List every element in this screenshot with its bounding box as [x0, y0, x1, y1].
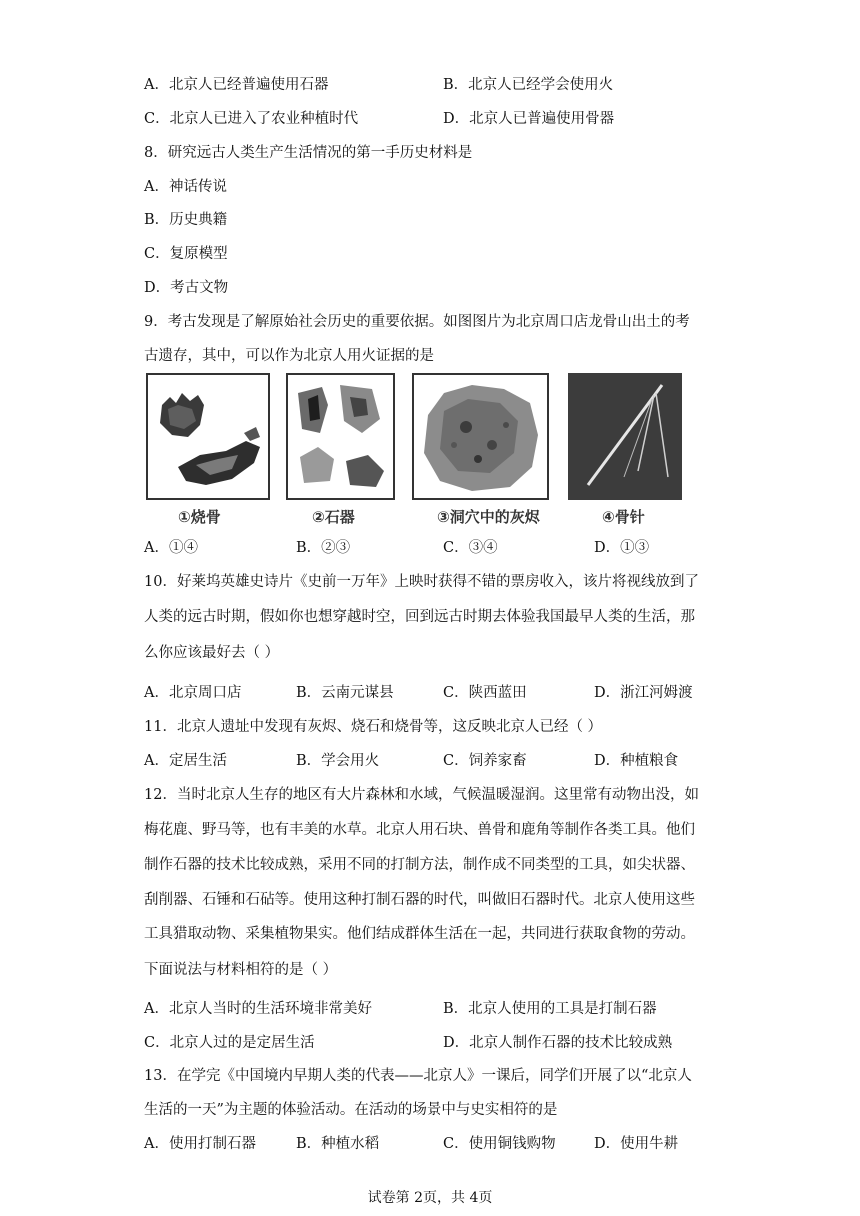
q9-stem-line1: 9．考古发现是了解原始社会历史的重要依据。如图图片为北京周口店龙骨山出土的考: [144, 314, 690, 330]
q8-option-a: A．神话传说: [144, 179, 227, 195]
q11-option-b: B．学会用火: [296, 753, 380, 769]
q12-stem-line1: 12．当时北京人生存的地区有大片森林和水域，气候温暖湿润。这里常有动物出没，如: [144, 787, 699, 803]
q9-option-b: B．②③: [296, 540, 351, 556]
caption-stone-tools: ②石器: [312, 508, 355, 526]
burnt-bone-photo: [146, 373, 270, 500]
q11-option-a: A．定居生活: [144, 753, 227, 769]
page-footer: 试卷第 2页，共 4页: [367, 1190, 493, 1206]
q12-stem-line5: 工具猎取动物、采集植物果实。他们结成群体生活在一起，共同进行获取食物的劳动。: [144, 926, 695, 942]
q11-option-d: D．种植粮食: [594, 753, 679, 769]
q10-option-c: C．陕西蓝田: [443, 685, 527, 701]
q13-option-c: C．使用铜钱购物: [443, 1136, 556, 1152]
q10-option-a: A．北京周口店: [144, 685, 242, 701]
q10-stem-line2: 人类的远古时期，假如你也想穿越时空，回到远古时期去体验我国最早人类的生活，那: [144, 609, 695, 625]
q12-option-a: A．北京人当时的生活环境非常美好: [144, 1001, 372, 1017]
q13-option-b: B．种植水稻: [296, 1136, 380, 1152]
q12-stem-line2: 梅花鹿、野马等，也有丰美的水草。北京人用石块、兽骨和鹿角等制作各类工具。他们: [144, 822, 695, 838]
q9-option-d: D．①③: [594, 540, 650, 556]
q12-option-c: C．北京人过的是定居生活: [144, 1035, 315, 1051]
caption-ash-in-cave: ③洞穴中的灰烬: [437, 508, 540, 526]
q10-option-b: B．云南元谋县: [296, 685, 394, 701]
q9-stem-line2: 古遗存，其中，可以作为北京人用火证据的是: [144, 348, 434, 364]
q12-stem-line3: 制作石器的技术比较成熟，采用不同的打制方法，制作成不同类型的工具，如尖状器、: [144, 857, 695, 873]
q11-option-c: C．饲养家畜: [443, 753, 527, 769]
q7-option-a: A．北京人已经普遍使用石器: [144, 77, 329, 93]
q8-stem: 8．研究远古人类生产生活情况的第一手历史材料是: [144, 145, 473, 161]
q12-stem-line6: 下面说法与材料相符的是（ ）: [144, 962, 338, 978]
q13-option-a: A．使用打制石器: [144, 1136, 256, 1152]
q8-option-d: D．考古文物: [144, 280, 229, 296]
q12-option-b: B．北京人使用的工具是打制石器: [443, 1001, 657, 1017]
caption-burnt-bone: ①烧骨: [178, 508, 221, 526]
ash-in-cave-photo: [412, 373, 549, 500]
q7-option-d: D．北京人已普遍使用骨器: [443, 111, 615, 127]
stone-tools-photo: [286, 373, 395, 500]
q10-stem-line3: 么你应该最好去（ ）: [144, 645, 280, 661]
q7-option-b: B．北京人已经学会使用火: [443, 77, 614, 93]
q9-option-c: C．③④: [443, 540, 498, 556]
q11-stem: 11．北京人遗址中发现有灰烬、烧石和烧骨等，这反映北京人已经（ ）: [144, 719, 603, 735]
q7-option-c: C．北京人已进入了农业种植时代: [144, 111, 359, 127]
q12-stem-line4: 刮削器、石锤和石砧等。使用这种打制石器的时代，叫做旧石器时代。北京人使用这些: [144, 892, 695, 908]
q8-option-b: B．历史典籍: [144, 212, 228, 228]
q8-option-c: C．复原模型: [144, 246, 228, 262]
q10-option-d: D．浙江河姆渡: [594, 685, 693, 701]
caption-bone-needle: ④骨针: [602, 508, 645, 526]
q10-stem-line1: 10．好莱坞英雄史诗片《史前一万年》上映时获得不错的票房收入，该片将视线放到了: [144, 574, 699, 590]
q13-stem-line2: 生活的一天”为主题的体验活动。在活动的场景中与史实相符的是: [144, 1102, 558, 1118]
q13-option-d: D．使用牛耕: [594, 1136, 679, 1152]
q9-option-a: A．①④: [144, 540, 198, 556]
q13-stem-line1: 13．在学完《中国境内早期人类的代表——北京人》一课后，同学们开展了以“北京人: [144, 1068, 692, 1084]
bone-needle-photo: [568, 373, 682, 500]
q12-option-d: D．北京人制作石器的技术比较成熟: [443, 1035, 673, 1051]
